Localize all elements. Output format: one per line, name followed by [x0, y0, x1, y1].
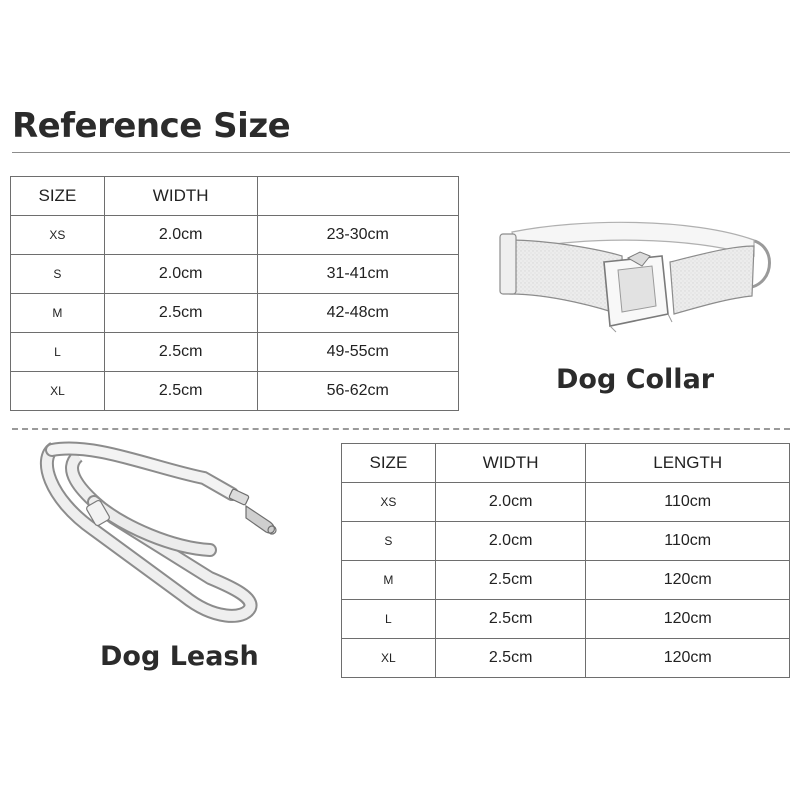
width-cell: 2.5cm [104, 372, 257, 411]
size-cell: XS [342, 483, 436, 522]
length-cell: 31-41cm [257, 255, 459, 294]
length-cell: 120cm [586, 639, 790, 678]
header-length [257, 177, 459, 216]
size-cell: L [342, 600, 436, 639]
table-row [342, 561, 790, 600]
dog-collar-icon [492, 210, 780, 336]
size-cell: M [342, 561, 436, 600]
width-cell: 2.0cm [104, 216, 257, 255]
table-row [342, 522, 790, 561]
collar-size-table [10, 176, 459, 411]
length-cell: 120cm [586, 561, 790, 600]
width-cell: 2.5cm [435, 600, 586, 639]
table-row [11, 255, 459, 294]
width-cell: 2.5cm [435, 561, 586, 600]
width-cell: 2.5cm [104, 294, 257, 333]
dog-leash-icon [34, 438, 286, 628]
size-cell: XS [11, 216, 105, 255]
header-size: SIZE [11, 177, 105, 216]
section-divider [12, 428, 790, 430]
width-cell: 2.5cm [104, 333, 257, 372]
width-cell: 2.5cm [435, 639, 586, 678]
length-cell: 42-48cm [257, 294, 459, 333]
table-row [11, 294, 459, 333]
width-cell: 2.0cm [435, 522, 586, 561]
length-cell: 56-62cm [257, 372, 459, 411]
size-cell: XL [342, 639, 436, 678]
length-cell: 110cm [586, 483, 790, 522]
length-cell: 120cm [586, 600, 790, 639]
table-row [342, 600, 790, 639]
length-cell: 23-30cm [257, 216, 459, 255]
size-cell: S [342, 522, 436, 561]
table-row [342, 639, 790, 678]
size-cell: M [11, 294, 105, 333]
header-width: WIDTH [435, 444, 586, 483]
size-cell: S [11, 255, 105, 294]
width-cell: 2.0cm [435, 483, 586, 522]
length-cell: 110cm [586, 522, 790, 561]
table-header-row [11, 177, 459, 216]
size-cell: XL [11, 372, 105, 411]
header-size: SIZE [342, 444, 436, 483]
header-length: LENGTH [586, 444, 790, 483]
leash-caption: Dog Leash [100, 641, 259, 672]
size-cell: L [11, 333, 105, 372]
table-row [11, 372, 459, 411]
leash-size-table [341, 443, 790, 678]
title-divider [12, 152, 790, 153]
table-row [11, 333, 459, 372]
table-row [342, 483, 790, 522]
page-title: Reference Size [12, 106, 291, 146]
width-cell: 2.0cm [104, 255, 257, 294]
length-cell: 49-55cm [257, 333, 459, 372]
collar-caption: Dog Collar [556, 364, 715, 395]
table-row [11, 216, 459, 255]
header-width: WIDTH [104, 177, 257, 216]
table-header-row [342, 444, 790, 483]
